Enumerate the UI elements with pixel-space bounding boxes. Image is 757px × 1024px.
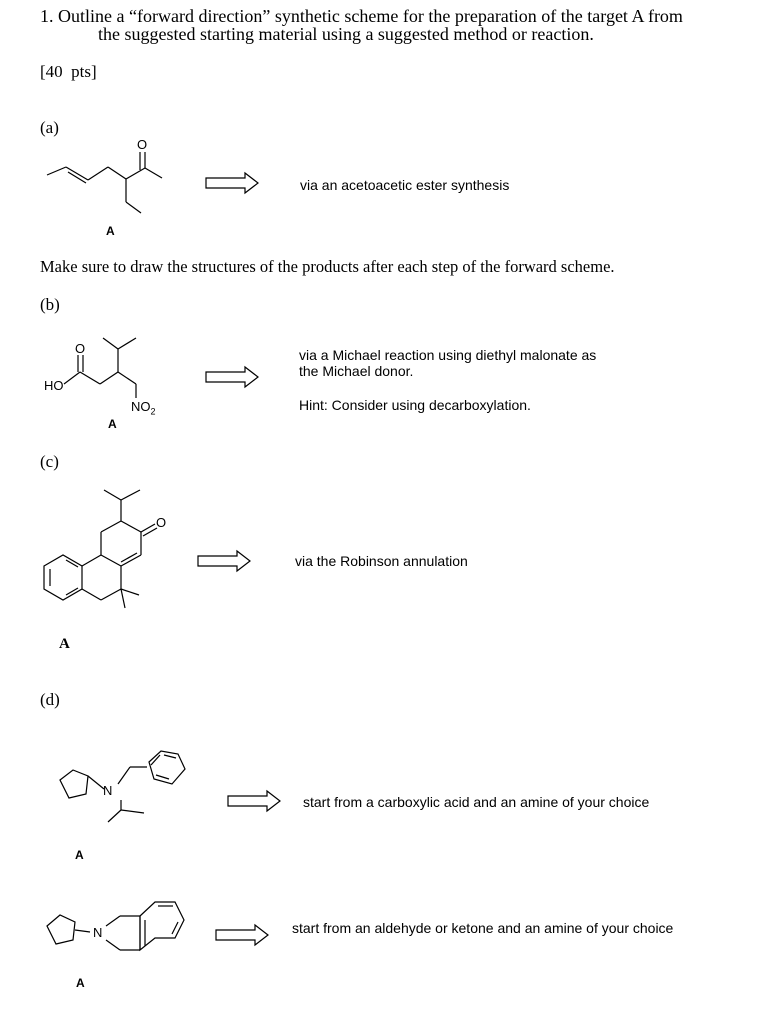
instruction-note: Make sure to draw the structures of the products after each step of the forward scheme.	[40, 257, 615, 276]
points-label: [40 pts]	[40, 62, 97, 81]
part-b-label: (b)	[40, 295, 60, 314]
question-line-1: 1. Outline a “forward direction” synthetic scheme for the preparation of the target A from	[40, 6, 683, 26]
part-d-first-compound-label: A	[75, 848, 84, 862]
part-d-second-bonds	[47, 902, 184, 950]
part-d-second-nitrogen	[93, 925, 102, 940]
part-a-oxygen: O	[137, 137, 148, 152]
part-c-oxygen: O	[156, 515, 167, 530]
part-c-instruction: via the Robinson annulation	[295, 553, 468, 569]
part-c-label: (c)	[40, 452, 59, 471]
part-d-second-n-text: N	[93, 925, 103, 940]
part-a-compound-label: A	[106, 224, 115, 238]
part-b-hint: Hint: Consider using decarboxylation.	[299, 397, 531, 413]
part-d-second-retro-arrow	[215, 924, 270, 946]
part-b-instruction-line-2: the Michael donor.	[299, 363, 414, 379]
part-b-nitro-text: NO	[131, 399, 151, 414]
part-b-instruction-line-1: via a Michael reaction using diethyl malonate as	[299, 347, 597, 363]
part-d-second-instruction: start from an aldehyde or ketone and an amine of your choice	[292, 920, 674, 936]
question-line-2: the suggested starting material using a suggested method or reaction.	[98, 24, 594, 44]
part-b-hydroxyl: HO	[44, 378, 64, 393]
part-d-label: (d)	[40, 690, 60, 709]
part-d-first-instruction: start from a carboxylic acid and an amine of your choice	[303, 794, 650, 810]
part-a-instruction: via an acetoacetic ester synthesis	[300, 177, 510, 193]
part-d-second-compound-label: A	[76, 976, 85, 990]
part-b-oxygen: O	[75, 341, 86, 356]
part-b-compound-label: A	[108, 417, 117, 431]
part-d-first-n-text: N	[103, 783, 113, 798]
part-b-nitro-subscript: 2	[150, 406, 156, 417]
part-c-compound-label: A	[59, 636, 70, 652]
part-a-label: (a)	[40, 118, 59, 137]
